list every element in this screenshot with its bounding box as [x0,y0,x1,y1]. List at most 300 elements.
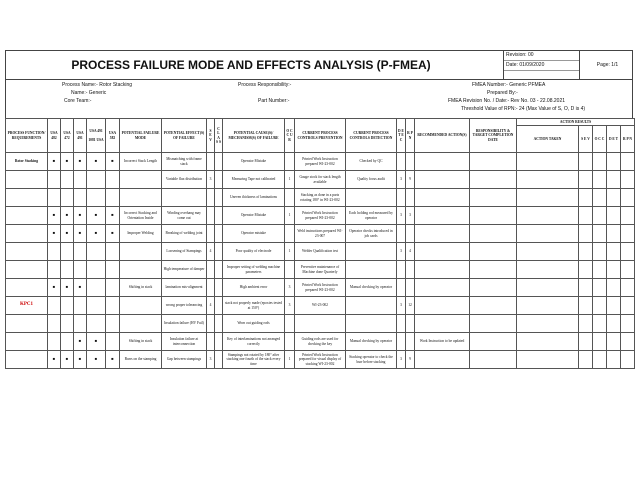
table-cell-effect: wrong proper tolerancing [162,297,207,315]
table-cell-m2 [61,189,74,207]
table-cell-occ: 1 [285,207,295,225]
table-cell-mode: Shifting in stack [120,279,162,297]
table-cell-m2 [61,333,74,351]
table-cell-det_ctrl: Manual checking by operator [346,333,397,351]
table-cell-m5 [106,279,120,297]
table-cell-det_ctrl: Checked by QC [346,153,397,171]
table-cell-mode: Shifting in stack [120,333,162,351]
table-cell-r [621,297,635,315]
table-cell-d [607,261,621,279]
table-cell-cls [215,153,223,171]
table-cell-o [593,261,607,279]
table-cell-o [593,189,607,207]
table-cell-det: 3 [397,297,406,315]
table-cell-m2: ■ [61,225,74,243]
table-cell-prev: Printed Work Instruction prepared WI-23-002 [295,207,346,225]
table-cell-cls [215,189,223,207]
table-cell-sev: 4 [207,243,215,261]
table-cell-effect: Insulation failure (HV Fail) [162,315,207,333]
table-cell-mode: Incorrect Stacking and Orientation Inside [120,207,162,225]
table-cell-d [607,207,621,225]
table-cell-r [621,315,635,333]
revision-box [503,51,580,79]
table-cell-occ [285,225,295,243]
table-cell-d [607,171,621,189]
table-cell-rpn: 3 [406,207,415,225]
table-cell-m5 [106,189,120,207]
table-cell-prev: Welder Qualification test [295,243,346,261]
table-cell-cause: Key of interlaminations not arranged correctly [223,333,285,351]
table-cell-rec [415,279,470,297]
table-cell-effect: Gap between stampings [162,351,207,369]
table-cell-m2 [61,171,74,189]
table-cell-resp [470,279,517,297]
table-cell-mode [120,171,162,189]
table-cell-cls [215,243,223,261]
col-det: D E T E C [397,119,406,153]
table-cell-m2 [61,243,74,261]
table-cell-taken [517,171,579,189]
table-cell-rec [415,171,470,189]
table-cell-occ: 1 [285,351,295,369]
table-cell-r [621,189,635,207]
table-cell-process [6,261,48,279]
table-row [6,333,635,351]
table-cell-rec: Work Instruction to be updated [415,333,470,351]
table-cell-process [6,225,48,243]
table-cell-taken [517,207,579,225]
table-cell-process [6,189,48,207]
col-res-det: D E T [607,126,621,153]
table-cell-taken [517,189,579,207]
table-cell-taken [517,333,579,351]
table-cell-mode [120,297,162,315]
table-cell-prev: Stacking as done in a parts rotating 180° in WI-23-002 [295,189,346,207]
table-cell-s [579,315,593,333]
table-cell-process [6,243,48,261]
table-cell-rpn [406,225,415,243]
table-cell-sev: 4 [207,297,215,315]
table-cell-mode [120,315,162,333]
table-cell-m2 [61,261,74,279]
table-cell-effect: Variable flux distribution [162,171,207,189]
table-cell-resp [470,225,517,243]
table-cell-o [593,279,607,297]
table-cell-sev [207,225,215,243]
table-cell-s [579,189,593,207]
table-cell-sev [207,189,215,207]
col-causes: POTENTIAL CAUSE(S)/ MECHANISM(S) OF FAILURE [223,119,285,153]
table-cell-m3: ■ [74,351,87,369]
table-cell-cls [215,171,223,189]
table-cell-det [397,189,406,207]
table-cell-rpn: 9 [406,171,415,189]
prepared-by: Prepared By:- [487,90,518,96]
table-cell-effect: Mismatching with frame stack [162,153,207,171]
table-cell-s [579,207,593,225]
table-cell-m4: ■ [87,351,106,369]
table-cell-s [579,153,593,171]
table-cell-s [579,225,593,243]
table-cell-det_ctrl [346,315,397,333]
table-cell-m1 [48,297,61,315]
table-cell-resp [470,153,517,171]
table-row [6,207,635,225]
table-cell-effect [162,189,207,207]
table-cell-m5 [106,333,120,351]
table-cell-s [579,351,593,369]
fmea-number: FMEA Number:- Generic PFMEA [472,82,546,88]
table-cell-rec [415,243,470,261]
table-cell-effect: lamination mis-alignment [162,279,207,297]
table-cell-rpn [406,333,415,351]
table-cell-o [593,171,607,189]
table-cell-m3 [74,261,87,279]
table-cell-m4 [87,261,106,279]
table-cell-cause: High ambient error [223,279,285,297]
table-cell-cls [215,351,223,369]
table-cell-det_ctrl: Each holding rod measured by operator [346,207,397,225]
table-cell-det_ctrl [346,297,397,315]
col-usa582: USA 582 [106,119,120,153]
table-cell-prev: Printed Work Instruction prepared for visual display of stacking WI-23-002 [295,351,346,369]
table-cell-m1 [48,315,61,333]
table-cell-process [6,171,48,189]
table-cell-cause: Operator Mistake [223,207,285,225]
table-cell-prev: Guiding rods are used for checking the key [295,333,346,351]
table-cell-rec [415,261,470,279]
table-cell-det_ctrl: Manual checking by operator [346,279,397,297]
part-number: Part Number:- [258,98,290,104]
table-cell-r [621,351,635,369]
fmea-table [5,118,635,369]
table-cell-resp [470,297,517,315]
table-cell-taken [517,351,579,369]
table-cell-d [607,351,621,369]
table-cell-process [6,207,48,225]
col-failure-mode: POTENTIAL FAILURE MODE [120,119,162,153]
table-row [6,351,635,369]
table-row [6,243,635,261]
table-cell-o [593,315,607,333]
table-cell-m1 [48,243,61,261]
table-cell-m3 [74,243,87,261]
table-cell-det: 3 [397,207,406,225]
table-cell-cls [215,207,223,225]
document-title: PROCESS FAILURE MODE AND EFFECTS ANALYSIS (P-FMEA) [71,58,431,72]
table-cell-cls [215,261,223,279]
table-cell-prev: Weld instructions prepared WI-23-007 [295,225,346,243]
date-label: Date: 01/09/2020 [504,61,580,71]
col-usa491: USA 491 [74,119,87,153]
table-cell-rpn: 12 [406,297,415,315]
table-cell-cause: Improper setting of welding machine parameters [223,261,285,279]
table-cell-det: 3 [397,243,406,261]
col-detection: CURRENT PROCESS CONTROLS DETECTION [346,119,397,153]
table-cell-d [607,225,621,243]
table-cell-m5 [106,297,120,315]
table-cell-d [607,243,621,261]
table-cell-m5 [106,171,120,189]
table-cell-sev: 3 [207,171,215,189]
table-row [6,297,635,315]
col-res-sev: S E V [579,126,593,153]
table-cell-rec [415,225,470,243]
table-cell-m4 [87,315,106,333]
table-cell-m1: ■ [48,153,61,171]
table-cell-m4 [87,189,106,207]
core-team: Core Team:- [64,98,92,104]
col-rpn: R P N [406,119,415,153]
table-cell-rpn [406,315,415,333]
table-cell-m3: ■ [74,333,87,351]
table-cell-cls [215,333,223,351]
table-cell-mode: Burrs on the stamping [120,351,162,369]
table-cell-prev: Gauge stock for stack length available [295,171,346,189]
table-cell-m4: ■ [87,333,106,351]
table-cell-d [607,153,621,171]
table-cell-mode: Incorrect Stack Length [120,153,162,171]
table-cell-d [607,297,621,315]
table-row [6,189,635,207]
table-cell-taken [517,297,579,315]
table-cell-m1: ■ [48,207,61,225]
table-cell-taken [517,315,579,333]
col-usa491-1081: USA 491 1081 USA [87,119,106,153]
info-block [5,79,633,118]
table-cell-det_ctrl [346,189,397,207]
table-cell-o [593,153,607,171]
table-cell-m1 [48,171,61,189]
table-cell-r [621,153,635,171]
table-cell-sev [207,207,215,225]
table-cell-rpn [406,261,415,279]
table-cell-process [6,351,48,369]
table-cell-d [607,279,621,297]
col-res-occ: O C C [593,126,607,153]
col-recommended: RECOMMENDED ACTION(S) [415,119,470,153]
fmea-sheet [5,50,633,369]
table-cell-r [621,261,635,279]
table-cell-r [621,243,635,261]
col-effects: POTENTIAL EFFECT(S) OF FAILURE [162,119,207,153]
table-cell-taken [517,153,579,171]
table-cell-m1: ■ [48,351,61,369]
table-cell-m3 [74,297,87,315]
title-row [5,50,633,79]
fmea-rows [6,153,635,369]
table-cell-r [621,279,635,297]
table-cell-prev: Preventive maintenance of Machine done Quarterly [295,261,346,279]
table-cell-m3 [74,171,87,189]
table-cell-m1 [48,189,61,207]
fmea-revision: FMEA Revision No. / Date:- Rev No. 03 - 22.08.2021 [448,98,565,104]
process-responsibility: Process Responsibility:- [238,82,292,88]
table-cell-prev: Printed Work Instruction prepared WI-23-002 [295,153,346,171]
table-cell-rpn: 9 [406,351,415,369]
revision-label: Revision: 00 [504,51,580,61]
table-cell-prev [295,315,346,333]
table-cell-taken [517,279,579,297]
table-cell-process [6,333,48,351]
table-cell-m3 [74,315,87,333]
table-cell-sev: 3 [207,351,215,369]
table-cell-m5 [106,243,120,261]
table-cell-mode [120,243,162,261]
table-cell-resp [470,351,517,369]
table-cell-cause: Worn out guiding rods [223,315,285,333]
table-cell-m3: ■ [74,153,87,171]
table-cell-det [397,153,406,171]
table-cell-o [593,333,607,351]
table-cell-det_ctrl [346,261,397,279]
table-cell-m3: ■ [74,225,87,243]
table-cell-rec [415,189,470,207]
table-cell-occ: 3 [285,279,295,297]
table-cell-s [579,243,593,261]
table-cell-d [607,315,621,333]
table-cell-det_ctrl: Quality focus audit [346,171,397,189]
table-cell-det_ctrl: Operator checks introduced in job cards [346,225,397,243]
table-cell-cls [215,315,223,333]
table-cell-rec [415,153,470,171]
table-cell-o [593,351,607,369]
table-cell-effect: Loosening of Stampings [162,243,207,261]
table-cell-effect: Winding overhang may come out [162,207,207,225]
table-row [6,315,635,333]
table-cell-s [579,297,593,315]
table-cell-m3: ■ [74,279,87,297]
col-class: C L A S S [215,119,223,153]
table-cell-m5: ■ [106,153,120,171]
table-cell-m2: ■ [61,351,74,369]
table-cell-cls [215,297,223,315]
table-row [6,153,635,171]
col-usa482: USA 482 [48,119,61,153]
col-prevention: CURRENT PROCESS CONTROLS PREVENTION [295,119,346,153]
table-cell-occ: 1 [285,171,295,189]
table-cell-o [593,225,607,243]
table-cell-m5: ■ [106,225,120,243]
table-cell-m4 [87,279,106,297]
col-sev: S E V [207,119,215,153]
page-number: Page: 1/1 [579,51,635,79]
table-cell-m5: ■ [106,207,120,225]
table-cell-o [593,297,607,315]
table-cell-cls [215,225,223,243]
col-process: PROCESS FUNCTION/ REQUIREMENTS [6,119,48,153]
table-cell-det [397,333,406,351]
table-cell-m4: ■ [87,207,106,225]
table-cell-rec [415,315,470,333]
table-cell-m1: ■ [48,279,61,297]
table-cell-resp [470,243,517,261]
table-cell-resp [470,171,517,189]
table-cell-occ [285,189,295,207]
table-cell-rpn [406,279,415,297]
table-cell-det [397,225,406,243]
table-cell-s [579,261,593,279]
table-cell-cause: Uneven thickness of laminations [223,189,285,207]
table-cell-det_ctrl [346,243,397,261]
table-cell-process [6,315,48,333]
table-row [6,225,635,243]
table-cell-m4 [87,297,106,315]
table-cell-occ [285,153,295,171]
table-cell-m5 [106,261,120,279]
table-cell-cls [215,279,223,297]
table-cell-resp [470,207,517,225]
table-cell-m3 [74,189,87,207]
table-cell-occ: 1 [285,243,295,261]
table-cell-sev [207,333,215,351]
table-cell-det: 3 [397,171,406,189]
table-cell-m2: ■ [61,153,74,171]
table-cell-m5: ■ [106,351,120,369]
table-cell-m2: ■ [61,207,74,225]
table-cell-s [579,171,593,189]
table-cell-sev [207,315,215,333]
table-cell-m2 [61,315,74,333]
table-row [6,279,635,297]
table-cell-m4 [87,243,106,261]
table-cell-rpn [406,189,415,207]
table-cell-r [621,225,635,243]
col-action-results: ACTION RESULTS [517,119,635,126]
table-cell-r [621,171,635,189]
table-cell-resp [470,189,517,207]
table-cell-o [593,243,607,261]
table-cell-r [621,207,635,225]
col-occ: O C C U R [285,119,295,153]
name-field: Name:- Generic [71,90,107,96]
table-cell-effect: Insulation failure at interconnection [162,333,207,351]
table-cell-cause: Operator mistake [223,225,285,243]
table-cell-taken [517,225,579,243]
table-cell-resp [470,261,517,279]
table-cell-process [6,279,48,297]
table-cell-taken [517,261,579,279]
table-cell-occ [285,261,295,279]
table-cell-prev: WI-23-002 [295,297,346,315]
table-cell-mode [120,189,162,207]
col-res-rpn: R P N [621,126,635,153]
table-cell-det [397,261,406,279]
table-cell-m4: ■ [87,153,106,171]
table-cell-m1 [48,333,61,351]
table-cell-r [621,333,635,351]
table-cell-s [579,279,593,297]
table-cell-d [607,333,621,351]
table-cell-m5 [106,315,120,333]
table-cell-det: 3 [397,351,406,369]
table-cell-cause: Poor quality of electrode [223,243,285,261]
table-cell-rec [415,297,470,315]
table-cell-mode: Improper Welding [120,225,162,243]
table-cell-sev [207,279,215,297]
table-cell-resp [470,333,517,351]
table-cell-sev [207,153,215,171]
table-cell-m1 [48,261,61,279]
table-cell-effect: Breaking of welding joint [162,225,207,243]
col-responsibility: RESPONSIBILITY & TARGET COMPLETION DATE [470,119,517,153]
table-row [6,171,635,189]
threshold-rpn: Threshold Value of RPN:- 24 (Max Value of S, O, D is 4) [461,106,586,112]
table-cell-mode [120,261,162,279]
table-row [6,261,635,279]
table-cell-effect: High temperature of damper [162,261,207,279]
table-cell-m4 [87,171,106,189]
